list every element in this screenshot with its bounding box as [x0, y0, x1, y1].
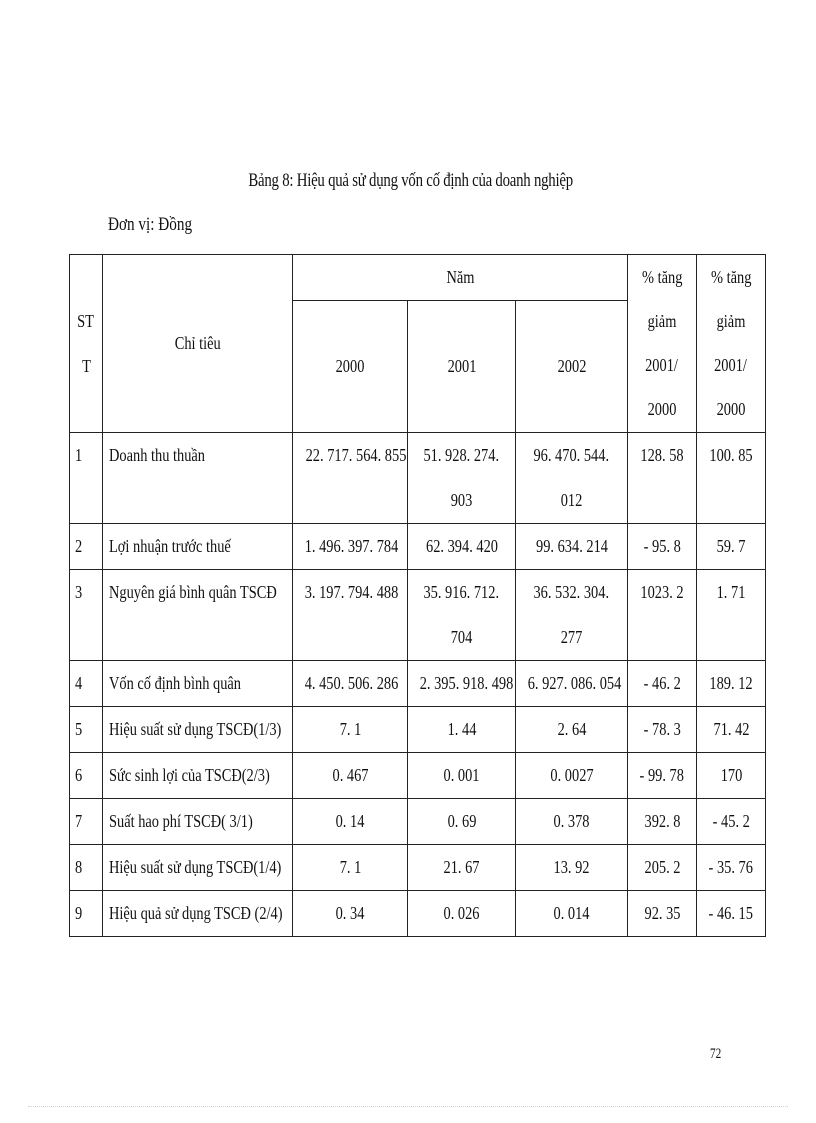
nam-header: Năm	[293, 255, 628, 301]
row-2000: 0. 34	[293, 891, 408, 937]
table-row	[70, 661, 766, 707]
stt-header: ST T	[70, 255, 103, 433]
row-name: Vốn cố định bình quân	[103, 661, 293, 707]
row-2001: 2. 395. 918. 498	[408, 661, 516, 707]
row-2001: 0. 026	[408, 891, 516, 937]
row-2002: 0. 378	[516, 799, 628, 845]
row-pct1: 92. 35	[628, 891, 697, 937]
year-2001-header: 2001	[408, 301, 516, 433]
row-pct1: 128. 58	[628, 433, 697, 524]
row-stt: 4	[70, 661, 103, 707]
row-stt: 3	[70, 570, 103, 661]
row-stt: 8	[70, 845, 103, 891]
header-row-top	[70, 255, 766, 301]
row-name: Hiệu suất sử dụng TSCĐ(1/3)	[103, 707, 293, 753]
row-2000: 7. 1	[293, 845, 408, 891]
row-pct2: 59. 7	[697, 524, 766, 570]
row-name: Hiệu suất sử dụng TSCĐ(1/4)	[103, 845, 293, 891]
row-pct2: 1. 71	[697, 570, 766, 661]
year-2002-header: 2002	[516, 301, 628, 433]
unit-label: Đơn vị: Đồng	[108, 214, 193, 235]
row-2001: 0. 001	[408, 753, 516, 799]
row-name: Lợi nhuận trước thuế	[103, 524, 293, 570]
year-2000-header: 2000	[293, 301, 408, 433]
table-row	[70, 570, 766, 661]
row-name: Nguyên giá bình quân TSCĐ	[103, 570, 293, 661]
row-2001: 35. 916. 712. 704	[408, 570, 516, 661]
row-name: Hiệu quả sử dụng TSCĐ (2/4)	[103, 891, 293, 937]
table-row	[70, 707, 766, 753]
page-divider	[28, 1106, 788, 1107]
table-row	[70, 433, 766, 524]
row-pct1: - 99. 78	[628, 753, 697, 799]
row-2000: 1. 496. 397. 784	[293, 524, 408, 570]
row-stt: 6	[70, 753, 103, 799]
pct-header-2: % tăng giảm 2001/ 2000	[697, 255, 766, 433]
row-pct1: 392. 8	[628, 799, 697, 845]
row-2000: 0. 467	[293, 753, 408, 799]
row-pct1: 205. 2	[628, 845, 697, 891]
table-row	[70, 845, 766, 891]
row-pct2: 170	[697, 753, 766, 799]
efficiency-table	[69, 254, 766, 937]
row-2001: 0. 69	[408, 799, 516, 845]
row-stt: 7	[70, 799, 103, 845]
row-pct1: 1023. 2	[628, 570, 697, 661]
table-title: Bảng 8: Hiệu quả sử dụng vốn cố định của doanh nghiệp	[248, 170, 573, 191]
row-2000: 7. 1	[293, 707, 408, 753]
row-2001: 62. 394. 420	[408, 524, 516, 570]
pct-header-1: % tăng giảm 2001/ 2000	[628, 255, 697, 433]
row-2002: 2. 64	[516, 707, 628, 753]
row-pct2: 189. 12	[697, 661, 766, 707]
row-2002: 13. 92	[516, 845, 628, 891]
row-name: Sức sinh lợi của TSCĐ(2/3)	[103, 753, 293, 799]
row-2002: 0. 014	[516, 891, 628, 937]
row-stt: 5	[70, 707, 103, 753]
row-2000: 0. 14	[293, 799, 408, 845]
table-row	[70, 891, 766, 937]
row-2002: 6. 927. 086. 054	[516, 661, 628, 707]
row-2002: 96. 470. 544. 012	[516, 433, 628, 524]
row-pct2: 71. 42	[697, 707, 766, 753]
row-pct1: - 78. 3	[628, 707, 697, 753]
table-row	[70, 524, 766, 570]
row-stt: 9	[70, 891, 103, 937]
row-2001: 1. 44	[408, 707, 516, 753]
chi-tieu-header: Chỉ tiêu	[103, 255, 293, 433]
row-2002: 99. 634. 214	[516, 524, 628, 570]
row-2002: 0. 0027	[516, 753, 628, 799]
row-2000: 4. 450. 506. 286	[293, 661, 408, 707]
row-pct2: - 45. 2	[697, 799, 766, 845]
row-2000: 22. 717. 564. 855	[293, 433, 408, 524]
row-2002: 36. 532. 304. 277	[516, 570, 628, 661]
row-stt: 2	[70, 524, 103, 570]
row-name: Doanh thu thuần	[103, 433, 293, 524]
row-pct1: - 95. 8	[628, 524, 697, 570]
row-pct2: - 35. 76	[697, 845, 766, 891]
row-2001: 21. 67	[408, 845, 516, 891]
row-pct2: - 46. 15	[697, 891, 766, 937]
row-pct1: - 46. 2	[628, 661, 697, 707]
row-stt: 1	[70, 433, 103, 524]
row-pct2: 100. 85	[697, 433, 766, 524]
row-name: Suất hao phí TSCĐ( 3/1)	[103, 799, 293, 845]
table-row	[70, 753, 766, 799]
row-2001: 51. 928. 274. 903	[408, 433, 516, 524]
table-row	[70, 799, 766, 845]
page-number: 72	[710, 1046, 722, 1062]
row-2000: 3. 197. 794. 488	[293, 570, 408, 661]
